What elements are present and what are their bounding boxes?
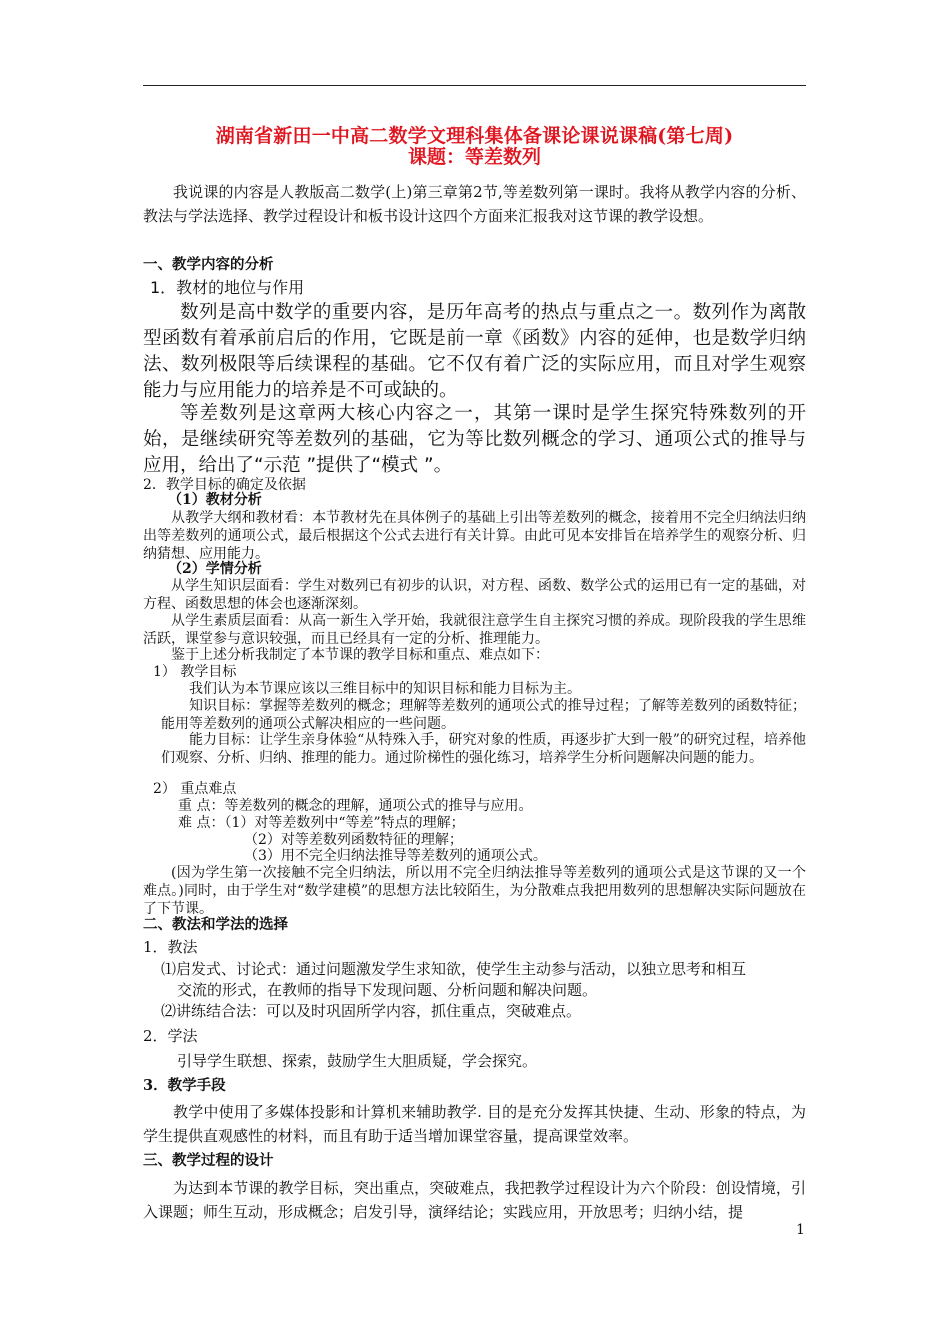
goal-knowledge: 知识目标：掌握等差数列的概念；理解等差数列的通项公式的推导过程；了解等差数列的函数特征；能用等差数列的通项公式解决相应的一些问题。 bbox=[161, 698, 806, 732]
heading-textbook-analysis: （1）教材分析 bbox=[168, 492, 262, 508]
subheading-teaching-means: 3．教学手段 bbox=[143, 1077, 226, 1094]
section-3-paragraph: 为达到本节课的教学目标，突出重点，突破难点，我把教学过程设计为六个阶段：创设情境，引入课题；师生互动，形成概念；启发引导，演绎结论；实践应用，开放思考；归纳小结，提 bbox=[143, 1179, 806, 1221]
para-arithmetic: 等差数列是这章两大核心内容之一，其第一课时是学生探究特殊数列的开始，是继续研究等差数列的基础，它为等比数列概念的学习、通项公式的推导与应用，给出了“示范 ”提供了“模式 ”。 bbox=[143, 403, 806, 476]
para-student-knowledge: 从学生知识层面看：学生对数列已有初步的认识，对方程、函数、数学公式的运用已有一定的基础，对方程、函数思想的体会也逐渐深刻。 bbox=[143, 578, 806, 612]
method-1-line-1: ⑴启发式、讨论式：通过问题激发学生求知欲，使学生主动参与活动，以独立思考和相互 bbox=[161, 960, 747, 978]
section-3-heading: 三、教学过程的设计 bbox=[143, 1152, 274, 1169]
para-conclusion: 鉴于上述分析我制定了本节课的教学目标和重点、难点如下： bbox=[171, 647, 549, 663]
difficult-point-3: （3）用不完全归纳法推导等差数列的通项公式。 bbox=[244, 848, 547, 864]
para-role: 数列是高中数学的重要内容，是历年高考的热点与重点之一。数列作为离散型函数有着承前启后的作用，它既是前一章《函数》内容的延伸，也是数学归纳法、数列极限等后续课程的基础。它不仅有着广泛的实际应用，而且对学生观察能力与应用能力的培养是不可或缺的。 bbox=[143, 302, 806, 401]
goal-intro: 我们认为本节课应该以三维目标中的知识目标和能力目标为主。 bbox=[189, 681, 581, 697]
subheading-role: 1．教材的地位与作用 bbox=[150, 278, 305, 297]
section-2-heading: 二、教法和学法的选择 bbox=[143, 916, 288, 933]
subheading-learning-method: 2．学法 bbox=[143, 1027, 198, 1045]
para-textbook-analysis: 从教学大纲和教材看：本节教材先在具体例子的基础上引出等差数列的概念，接着用不完全归纳法归纳出等差数列的通项公式，最后根据这个公式去进行有关计算。由此可见本安排旨在培养学生的观察分析、归纳猜想、应用能力。 bbox=[143, 510, 806, 562]
difficult-point-2: （2）对等差数列函数特征的理解； bbox=[244, 832, 463, 848]
label-key-difficult: 2） 重点难点 bbox=[153, 781, 237, 797]
difficulty-note: (因为学生第一次接触不完全归纳法，所以用不完全归纳法推导等差数列的通项公式是这节课的又一个难点。)同时，由于学生对“数学建模”的思想方法比较陌生，为分散难点我把用数列的思想解决实际问题放在了下节课。 bbox=[143, 865, 806, 917]
method-2: ⑵讲练结合法：可以及时巩固所学内容，抓住重点，突破难点。 bbox=[161, 1002, 582, 1020]
document-title: 湖南省新田一中高二数学文理科集体备课论课说课稿(第七周) bbox=[215, 125, 734, 147]
subheading-goals: 2．教学目标的确定及依据 bbox=[143, 477, 306, 493]
para-student-quality: 从学生素质层面看：从高一新生入学开始，我就很注意学生自主探究习惯的养成。现阶段我的学生思维活跃，课堂参与意识较强，而且已经具有一定的分析、推理能力。 bbox=[143, 613, 806, 647]
learning-method: 引导学生联想、探索，鼓励学生大胆质疑，学会探究。 bbox=[177, 1052, 538, 1070]
teaching-means: 教学中使用了多媒体投影和计算机来辅助教学. 目的是充分发挥其快捷、生动、形象的特点，为学生提供直观感性的材料，而且有助于适当增加课堂容量，提高课堂效率。 bbox=[143, 1103, 806, 1145]
key-point: 重 点：等差数列的概念的理解，通项公式的推导与应用。 bbox=[178, 798, 533, 814]
intro-paragraph: 我说课的内容是人教版高二数学(上)第三章第2节,等差数列第一课时。我将从教学内容的分析、教法与学法选择、教学过程设计和板书设计这四个方面来汇报我对这节课的教学设想。 bbox=[143, 183, 806, 225]
section-1-heading: 一、教学内容的分析 bbox=[143, 256, 274, 273]
difficult-point-1: 难 点：（1）对等差数列中“等差”特点的理解； bbox=[178, 815, 465, 831]
method-1-line-2: 交流的形式，在教师的指导下发现问题、分析问题和解决问题。 bbox=[177, 981, 598, 999]
label-teaching-goals: 1） 教学目标 bbox=[153, 664, 237, 680]
document-subtitle: 课题：等差数列 bbox=[407, 146, 541, 168]
page-number: 1 bbox=[796, 1222, 805, 1238]
header-rule bbox=[143, 85, 806, 86]
subheading-teaching-method: 1．教法 bbox=[143, 938, 198, 956]
goal-ability: 能力目标：让学生亲身体验“从特殊入手，研究对象的性质，再逐步扩大到一般”的研究过程，培养他们观察、分析、归纳、推理的能力。通过阶梯性的强化练习，培养学生分析问题解决问题的能力。 bbox=[161, 732, 806, 766]
heading-student-analysis: （2）学情分析 bbox=[168, 561, 262, 577]
